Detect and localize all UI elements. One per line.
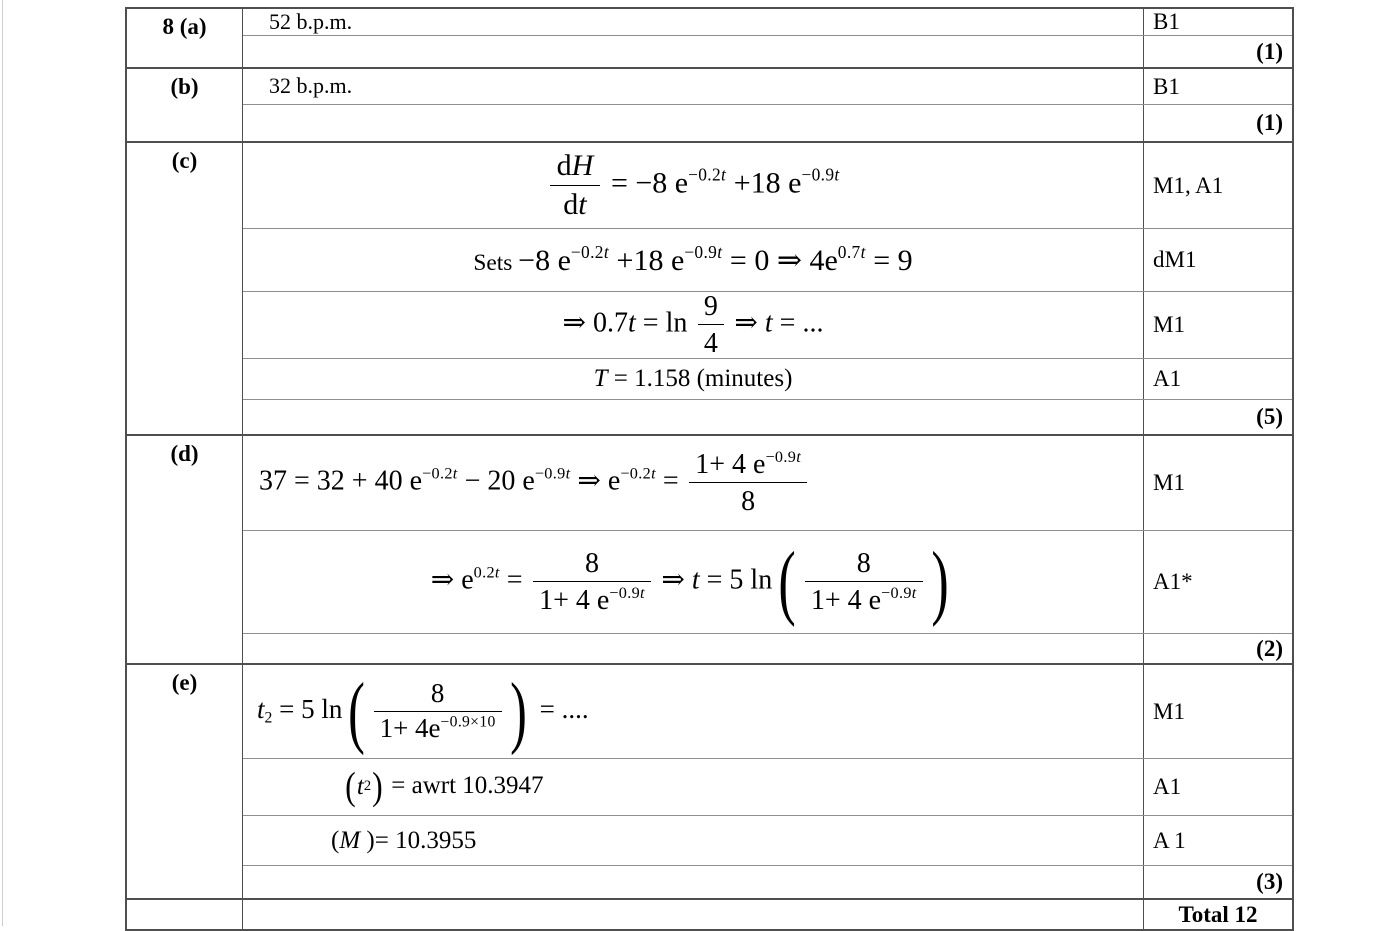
- part-rows: [243, 9, 1292, 67]
- numerator: [689, 448, 807, 483]
- denominator: [805, 582, 923, 617]
- open-paren-icon: (: [778, 534, 796, 628]
- superscript: [571, 242, 609, 262]
- math-variable: t: [628, 307, 636, 339]
- part-label: 8 (a): [127, 9, 243, 67]
- superscript: [688, 165, 726, 185]
- math-text: )= 10.3955: [360, 826, 477, 854]
- math-variable: t: [721, 164, 727, 185]
- answer-text: 32 b.p.m.: [269, 73, 353, 99]
- part-rows: [243, 900, 1292, 929]
- part-subtotal: (3): [1256, 869, 1283, 894]
- question-part-section: [127, 898, 1292, 929]
- working-cell: [243, 69, 1143, 104]
- math-text: ⇒ 0.7: [562, 307, 629, 339]
- mark-cell: [1143, 359, 1292, 399]
- numerator: [533, 547, 651, 582]
- equation: [257, 666, 589, 757]
- denominator: [698, 325, 724, 360]
- part-rows: [243, 69, 1292, 141]
- paren-content: [370, 678, 504, 745]
- close-paren-icon: ): [509, 666, 527, 757]
- mark-cell: [1143, 69, 1292, 104]
- table-row: [243, 291, 1292, 358]
- math-text: 9: [703, 291, 718, 323]
- equation: [563, 290, 824, 360]
- fraction: [550, 148, 600, 223]
- paren-group: [343, 666, 531, 757]
- superscript: [474, 563, 500, 581]
- superscript: [609, 584, 645, 602]
- part-subtotal: (5): [1256, 404, 1283, 429]
- answer-text: 52 b.p.m.: [269, 8, 353, 34]
- equation: [473, 242, 912, 279]
- table-row: [243, 865, 1292, 898]
- question-part-section: [127, 141, 1292, 434]
- math-text: − 20 e: [457, 465, 535, 497]
- math-variable: t: [834, 164, 840, 185]
- math-text: 8: [741, 485, 756, 517]
- mark-cell: [1143, 816, 1292, 865]
- math-text: −0.9: [534, 464, 566, 483]
- working-cell: [243, 229, 1143, 291]
- equation: [594, 364, 793, 394]
- part-label: [127, 900, 243, 929]
- math-variable: t: [691, 564, 700, 596]
- math-text: 1+ 4 e: [810, 584, 882, 616]
- mark-cell: [1143, 900, 1292, 929]
- math-text: ⇒: [654, 564, 692, 596]
- table-row: [243, 358, 1292, 399]
- superscript: [684, 242, 722, 262]
- denominator: [689, 483, 807, 518]
- math-text: d: [563, 188, 579, 222]
- math-variable: t: [640, 583, 645, 602]
- fraction: [374, 678, 502, 745]
- table-row: [243, 104, 1292, 141]
- math-text: = 0 ⇒ 4e: [722, 243, 838, 277]
- table-row: [243, 69, 1292, 104]
- grand-total: Total 12: [1178, 901, 1258, 927]
- mark-cell: [1143, 143, 1292, 228]
- math-text: 0.2: [473, 563, 495, 582]
- math-variable: t: [911, 583, 917, 602]
- math-text: −0.2: [620, 464, 652, 483]
- equation: [546, 148, 839, 223]
- superscript: [441, 714, 496, 731]
- equation: [430, 534, 956, 628]
- math-text: d: [556, 149, 572, 183]
- mark-label: A1: [1153, 366, 1182, 391]
- denominator: [533, 582, 651, 617]
- math-variable: t: [651, 464, 656, 483]
- paren-group: [344, 765, 384, 809]
- math-variable: H: [571, 149, 594, 183]
- part-rows: [243, 436, 1292, 663]
- math-text: ⇒ e: [570, 465, 621, 497]
- part-label: (b): [127, 69, 243, 141]
- math-text: 8: [430, 677, 445, 708]
- mark-label: M1: [1153, 698, 1185, 724]
- math-text: +18 e: [609, 243, 685, 277]
- part-label: (d): [127, 436, 243, 663]
- equation: [331, 826, 476, 856]
- math-variable: t: [796, 448, 802, 467]
- math-text: −0.9: [801, 164, 835, 185]
- working-cell: [243, 665, 1143, 758]
- math-text: = −8 e: [603, 166, 689, 200]
- mark-cell: [1143, 400, 1292, 434]
- math-text: (: [331, 826, 340, 854]
- working-cell: [243, 9, 1143, 35]
- mark-label: M1: [1153, 470, 1185, 495]
- math-text: = ...: [772, 307, 824, 339]
- math-text: = 9: [865, 243, 913, 277]
- math-text: −0.9: [684, 241, 718, 262]
- math-text: 1+ 4 e: [695, 449, 766, 481]
- superscript: [765, 448, 801, 466]
- math-text: −8 e: [518, 243, 571, 277]
- math-variable: t: [565, 464, 571, 483]
- superscript: [535, 464, 571, 482]
- math-text: −0.2: [570, 241, 604, 262]
- denominator: [550, 186, 600, 223]
- part-rows: [243, 665, 1292, 898]
- math-text: =: [499, 564, 530, 596]
- mark-cell: [1143, 229, 1292, 291]
- math-text: 1+ 4 e: [539, 584, 610, 616]
- question-part-section: [127, 663, 1292, 898]
- table-row: [243, 530, 1292, 633]
- math-variable: t: [257, 693, 265, 724]
- question-part-section: [127, 9, 1292, 67]
- table-row: [243, 633, 1292, 663]
- page-edge-line: [2, 0, 3, 926]
- math-text: −0.9: [765, 448, 797, 467]
- working-cell: [243, 816, 1143, 865]
- math-variable: t: [717, 241, 723, 262]
- math-variable: t: [452, 464, 458, 483]
- working-cell: [243, 400, 1143, 434]
- mark-cell: [1143, 759, 1292, 815]
- numerator: [805, 547, 923, 582]
- question-part-section: [127, 434, 1292, 663]
- mark-label: M1, A1: [1153, 172, 1224, 198]
- table-row: [243, 399, 1292, 434]
- math-text: =: [655, 465, 686, 497]
- mark-scheme-table: [125, 7, 1294, 931]
- working-cell: [243, 634, 1143, 663]
- question-part-section: [127, 67, 1292, 141]
- working-cell: [243, 292, 1143, 358]
- superscript: [838, 242, 866, 262]
- math-text: 0.7: [837, 241, 861, 262]
- superscript: [620, 464, 656, 482]
- math-variable: t: [578, 188, 587, 222]
- table-row: [243, 9, 1292, 35]
- close-paren-icon: ): [931, 534, 949, 628]
- numerator: [550, 148, 600, 186]
- math-variable: M: [339, 826, 361, 854]
- math-text: 1+ 4e: [379, 713, 441, 744]
- superscript: [881, 584, 917, 602]
- mark-cell: [1143, 531, 1292, 633]
- mark-label: dM1: [1153, 247, 1197, 272]
- mark-label: M1: [1153, 312, 1185, 337]
- open-paren-icon: (: [345, 765, 356, 809]
- math-text: 8: [856, 548, 871, 580]
- math-text: 2: [264, 709, 273, 727]
- math-text: = 5 ln: [699, 564, 773, 596]
- mark-cell: [1143, 866, 1292, 898]
- numerator: [374, 678, 502, 712]
- mark-label: A 1: [1153, 827, 1186, 853]
- math-text: 2: [363, 778, 372, 795]
- table-row: [243, 815, 1292, 865]
- superscript: [422, 464, 458, 482]
- table-row: [243, 35, 1292, 67]
- math-text: −0.9×10: [440, 713, 496, 731]
- math-smalltext: Sets: [473, 249, 519, 276]
- part-subtotal: (1): [1256, 110, 1283, 135]
- close-paren-icon: ): [372, 765, 383, 809]
- fraction: [698, 290, 724, 360]
- math-text: = 1.158 (minutes): [607, 365, 793, 392]
- working-cell: [243, 759, 1143, 815]
- math-text: 37 = 32 + 40 e: [259, 465, 423, 497]
- math-variable: t: [764, 307, 773, 339]
- part-subtotal: (2): [1256, 635, 1283, 661]
- table-row: [243, 436, 1292, 530]
- math-text: 4: [703, 327, 718, 359]
- mark-cell: [1143, 105, 1292, 141]
- mark-cell: [1143, 634, 1292, 663]
- fraction: [689, 448, 807, 518]
- math-text: ⇒: [727, 307, 765, 339]
- mark-cell: [1143, 665, 1292, 758]
- mark-label: B1: [1153, 73, 1180, 99]
- math-text: −0.9: [609, 583, 641, 602]
- table-row: [243, 665, 1292, 758]
- working-cell: [243, 359, 1143, 399]
- equation: [259, 448, 811, 518]
- mark-label: A1*: [1153, 569, 1193, 594]
- mark-cell: [1143, 9, 1292, 35]
- working-cell: [243, 866, 1143, 898]
- mark-label: B1: [1153, 9, 1180, 34]
- equation: [343, 765, 544, 809]
- working-cell: [243, 105, 1143, 141]
- math-text: = ....: [532, 693, 589, 724]
- math-text: = awrt 10.3947: [385, 771, 544, 799]
- math-variable: t: [860, 241, 866, 262]
- math-text: = 5 ln: [272, 693, 343, 724]
- working-cell: [243, 143, 1143, 228]
- paren-content: [357, 772, 371, 802]
- paren-group: [773, 534, 954, 628]
- subscript: [364, 778, 371, 795]
- math-variable: t: [603, 241, 610, 262]
- working-cell: [243, 36, 1143, 67]
- denominator: [374, 712, 502, 745]
- working-cell: [243, 900, 1143, 929]
- fraction: [805, 547, 923, 617]
- part-label: (c): [127, 143, 243, 434]
- math-text: +18 e: [726, 166, 802, 200]
- mark-cell: [1143, 292, 1292, 358]
- math-variable: t: [356, 773, 364, 801]
- math-variable: T: [593, 365, 608, 392]
- fraction: [533, 547, 651, 617]
- math-variable: t: [494, 563, 500, 582]
- math-text: ⇒ e: [430, 564, 474, 596]
- part-rows: [243, 143, 1292, 434]
- table-row: [243, 758, 1292, 815]
- working-cell: [243, 436, 1143, 530]
- numerator: [698, 290, 724, 325]
- part-subtotal: (1): [1256, 38, 1283, 64]
- math-text: −0.9: [881, 583, 912, 602]
- table-row: [243, 143, 1292, 228]
- math-text: 8: [584, 548, 599, 580]
- paren-content: [801, 547, 926, 617]
- mark-cell: [1143, 436, 1292, 530]
- math-text: −0.2: [422, 464, 453, 483]
- math-text: = ln: [635, 307, 695, 339]
- mark-label: A1: [1153, 774, 1182, 799]
- math-text: −0.2: [688, 164, 722, 185]
- superscript: [801, 165, 839, 185]
- mark-cell: [1143, 36, 1292, 67]
- working-cell: [243, 531, 1143, 633]
- table-row: [243, 228, 1292, 291]
- table-row: [243, 900, 1292, 929]
- open-paren-icon: (: [348, 666, 366, 757]
- part-label: (e): [127, 665, 243, 898]
